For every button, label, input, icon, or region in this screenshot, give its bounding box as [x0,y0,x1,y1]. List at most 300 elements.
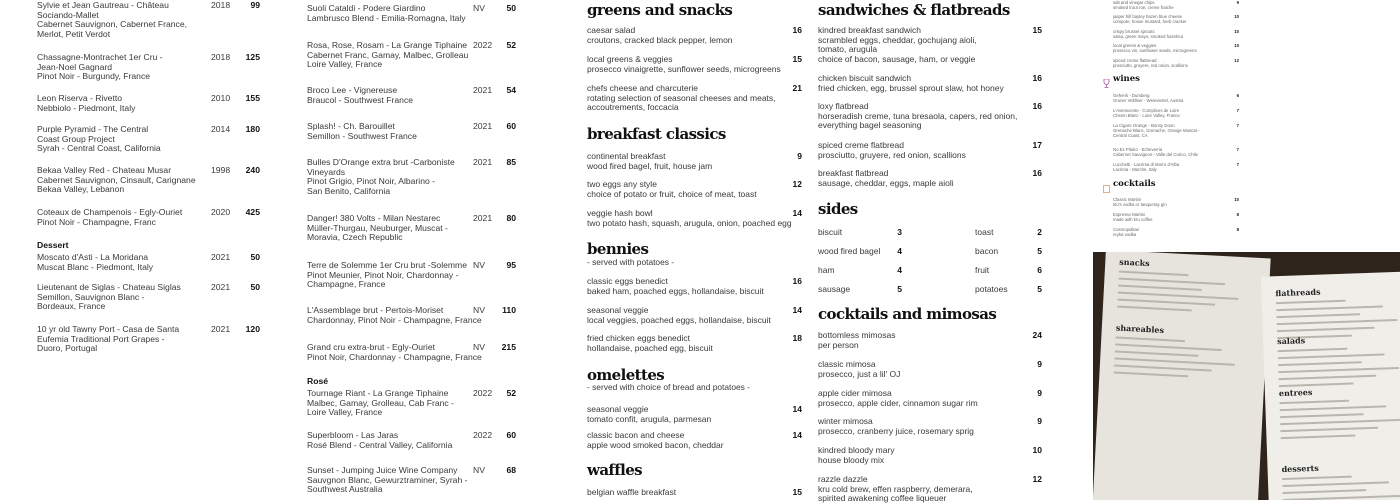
wine-name: Purple Pyramid - The Central [37,124,149,134]
wine-vintage: 2021 [473,121,493,131]
wine-entry [37,94,260,113]
wine-name: Splash! - Ch. Barouillet [307,121,395,131]
bar-menu-item-name: spiced creme flatbread [1113,58,1157,63]
bar-menu-item-description: Chenin Blanc - Loire Valley, France [1113,113,1180,118]
bar-menu-item-price: 10 [1234,29,1239,34]
menu-section-heading: sides [818,200,858,218]
bar-menu-page [1113,0,1239,252]
menu-section-heading: breakfast classics [587,125,726,143]
wine-entry [307,4,516,23]
menu-item-price: 14 [792,404,802,414]
wine-detail: Champagne, France [307,279,386,290]
bar-menu-item-price: 10 [1234,43,1239,48]
menu-item-price: 15 [792,54,802,64]
wine-detail: Nebbiolo - Piedmont, Italy [37,102,136,113]
wine-detail: Semillon - Southwest France [307,130,417,141]
menu-item-description: fried chicken, egg, brussel sprout slaw, hot honey [818,82,1004,93]
menu-item [818,475,1042,504]
wine-price: 215 [501,342,516,352]
bar-menu-item-price: 7 [1236,147,1239,152]
side-name: toast [975,227,994,237]
menu-item-name: chicken biscuit sandwich [818,73,912,83]
photo-menu-heading: flathreads [1275,286,1321,299]
photo-menu-blurred-line [1277,327,1375,332]
bar-menu-item [1113,197,1239,207]
wine-vintage: 2022 [473,40,493,50]
wine-vintage: NV [473,305,485,315]
menu-item-name: spiced creme flatbread [818,140,904,150]
menu-item-description: prosciutto, gruyere, red onion, scallions [818,149,966,160]
menu-item-price: 9 [1037,359,1042,369]
wine-price: 425 [245,207,260,217]
side-item [975,246,1042,256]
wine-detail: Coast Group Project [37,133,115,144]
menu-item-name: bottomless mimosas [818,330,896,340]
menu-item-description: prosecco, cranberry juice, rosemary sprig [818,425,974,436]
photo-menu-blurred-line [1115,350,1199,356]
menu-item [587,277,802,296]
wine-price: 95 [506,260,516,270]
bar-menu-item [1113,227,1239,237]
bar-menu-item-description: salsa, green mayo, smoked hazelnut [1113,34,1183,39]
photo-menu-blurred-line [1115,336,1185,342]
bar-menu-item-description: compote, house mustard, herb cracker [1113,19,1187,24]
menu-item-description: spirited awakening coffee liqueuer [818,493,947,504]
wine-detail: Pinot Noir, Chardonnay - Champagne, France [307,351,482,362]
menu-item [818,102,1042,131]
menu-item-price: 9 [1037,416,1042,426]
wine-detail: Pinot Noir - Burgundy, France [37,71,151,82]
menu-item-name: two eggs any style [587,179,657,189]
wine-entry [307,389,516,418]
photo-menu-blurred-line [1278,375,1376,380]
side-price: 5 [897,284,902,294]
menu-item-price: 17 [1032,140,1042,150]
menu-item-price: 16 [792,276,802,286]
bar-menu-item [1113,29,1239,39]
wine-name: L'Assemblage brut - Pertois-Moriset [307,305,444,315]
photo-menu-blurred-line [1280,434,1355,439]
wine-price: 80 [506,213,516,223]
wine-name: Rosa, Rose, Rosam - La Grange Tiphaine [307,40,468,50]
wine-vintage: NV [473,465,485,475]
menu-item [587,431,802,450]
photo-left-page [1093,252,1271,500]
bar-menu-item-description: reyka vodka [1113,232,1137,237]
bar-menu-item-name: local greens & veggies [1113,43,1157,48]
photo-menu-blurred-line [1118,278,1225,286]
wine-detail: Pinot Noir - Champagne, Franc [37,216,156,227]
photo-menu-blurred-line [1279,383,1354,388]
side-name: fruit [975,265,990,275]
wine-detail: Eufemia Traditional Port Grapes - [37,333,165,344]
menu-item-price: 14 [792,430,802,440]
wine-detail: Duoro, Portugal [37,343,98,354]
menu-item-price: 16 [792,25,802,35]
menu-section-heading: sandwiches & flatbreads [818,1,1010,19]
wine-entry [307,343,516,362]
wine-detail: Rosé Blend - Central Valley, California [307,439,453,450]
side-price: 5 [1037,284,1042,294]
menu-item [587,209,802,228]
wine-name: Sylvie et Jean Gautreau - Château [37,0,169,10]
wine-entry [37,125,260,154]
wine-name: Grand cru extra-brut - Egly-Ouriet [307,342,435,352]
menu-item-description: rotating selection of seasonal cheeses and meats, [587,92,776,103]
photo-menu-heading: snacks [1119,256,1150,269]
menu-item [818,169,1042,188]
menu-item-description: prosecco vinaigrette, sunflower seeds, microgreens [587,63,781,74]
menu-item-description: prosecco, just a lil' OJ [818,368,901,379]
menu-item [818,446,1042,465]
bar-menu-item [1113,58,1239,68]
bar-menu-item-price: 7 [1236,162,1239,167]
wine-price: 240 [245,165,260,175]
wine-detail: Muscat Blanc - Piedmont, Italy [37,261,154,272]
wine-price: 50 [250,252,260,262]
bar-menu-item [1113,14,1239,24]
wine-detail: Bordeaux, France [37,301,106,312]
wine-entry [37,253,260,272]
menu-item-name: razzle dazzle [818,474,868,484]
wine-name: Chassagne-Montrachet 1er Cru - [37,52,163,62]
menu-item-price: 18 [792,333,802,343]
photo-menu-blurred-line [1279,405,1386,411]
wine-detail: Malbec, Gamay, Grolleau, Cab Franc - [307,397,454,408]
wine-price: 50 [506,3,516,13]
wine-detail: Syrah - Central Coast, California [37,143,161,154]
bar-menu-item-description: smoked trout roe, creme fraiche [1113,5,1174,10]
menu-item [818,141,1042,160]
wine-entry [37,53,260,82]
wine-price: 85 [506,157,516,167]
wine-price: 52 [506,388,516,398]
menu-item-name: classic eggs benedict [587,276,668,286]
bar-menu-heading: cocktails [1113,179,1156,189]
bar-menu-item-description: Central Coast, CA [1113,133,1148,138]
wine-entry [37,1,260,39]
wine-name: Superbloom - Las Jaras [307,430,399,440]
bar-menu-item-name: Lucchetti - Lacrima di Morro d'Alba [1113,162,1180,167]
wine-glass-icon [1103,79,1110,87]
menu-item-description: choice of bacon, sausage, ham, or veggie [818,53,976,64]
side-price: 3 [897,227,902,237]
bar-menu-item-price: 7 [1236,123,1239,128]
photo-menu-blurred-line [1282,481,1389,487]
bar-menu-item [1113,0,1239,10]
bar-menu-item-name: Gehenk - Dumberg [1113,93,1150,98]
bar-menu-item [1113,108,1239,118]
menu-item-description: wood fired bagel, fruit, house jam [587,160,713,171]
wine-name: Broco Lee - Vignereuse [307,85,398,95]
side-name: biscuit [818,227,843,237]
photo-menu-blurred-line [1114,364,1212,371]
bar-menu-item-description: prosciutto, gruyere, red onion, scallions [1113,63,1188,68]
menu-item [818,417,1042,436]
bar-menu-item-name: Cosmopolitan [1113,227,1140,232]
menu-item [587,26,802,45]
wine-detail: Cabernet Franc, Gamay, Malbec, Grolleau [307,49,469,60]
wine-entry [307,86,516,105]
wine-name: Moscato d'Asti - La Moridana [37,252,149,262]
wine-entry [307,466,516,495]
wine-detail: Jean-Noel Gagnard [37,61,113,72]
side-name: sausage [818,284,851,294]
wine-detail: Semillon, Sauvignon Blanc - [37,291,145,302]
menu-item-name: classic mimosa [818,359,876,369]
side-item [818,246,902,256]
bar-menu-item-price: 10 [1234,14,1239,19]
wine-detail: Müller-Thurgau, Neuburger, Muscat - [307,222,448,233]
wine-detail: Cabernet Sauvignon, Cabernet France, [37,19,188,30]
menu-item [587,334,802,353]
bar-menu-item-price: 12 [1234,58,1239,63]
menu-section-note: - served with choice of bread and potatoes - [587,382,750,392]
photo-menu-blurred-line [1280,427,1378,432]
bar-menu-item-description: Cabernet Sauvignon - Valle del Curico, Chile [1113,152,1198,157]
wine-entry [307,261,516,290]
menu-item-name: seasonal veggie [587,404,649,414]
wine-name: 10 yr old Tawny Port - Casa de Santa [37,324,180,334]
side-name: potatoes [975,284,1008,294]
menu-item [587,84,802,113]
menu-item [587,55,802,74]
wine-detail: Loire Valley, France [307,407,383,418]
menu-item-description: horseradish creme, tuna bresaola, capers, red onion, [818,110,1018,121]
menu-item-name: chefs cheese and charcuterie [587,83,699,93]
bar-menu-item-description: made with kru coffee [1113,217,1153,222]
menu-section-heading: cocktails and mimosas [818,305,997,323]
photo-menu-blurred-line [1276,313,1360,318]
wine-vintage: NV [473,342,485,352]
side-item [818,227,902,237]
photo-menu-blurred-line [1283,495,1400,500]
menu-item-description: tomato confit, arugula, parmesan [587,413,712,424]
wine-vintage: NV [473,3,485,13]
wine-name: Coteaux de Champenois - Egly-Ouriet [37,207,183,217]
wine-section-label: Dessert [37,240,69,250]
wine-detail: Southwest Australia [307,484,383,495]
menu-item-description: two potato hash, squash, arugula, onion, poached egg [587,217,792,228]
side-price: 4 [897,265,902,275]
menu-item [818,331,1042,350]
photo-menu-blurred-line [1282,489,1366,494]
wine-price: 60 [506,121,516,131]
wine-vintage: 2022 [473,388,493,398]
bar-menu-item [1113,43,1239,53]
wine-name: Sunset - Jumping Juice Wine Company [307,465,458,475]
wine-entry [37,325,260,354]
bar-menu-heading: wines [1113,74,1140,84]
wine-price: 68 [506,465,516,475]
photo-right-page [1261,271,1400,500]
photo-menu-blurred-line [1119,271,1189,277]
wine-vintage: 2021 [211,324,231,334]
wine-detail: Pinot Grigio, Pinot Noir, Albarino - [307,176,436,187]
wine-vintage: 2021 [211,282,231,292]
wine-entry [37,166,260,195]
side-name: wood fired bagel [818,246,881,256]
menu-column-sandwiches-sides-cocktails [818,0,1042,504]
bar-menu-item-name: salt and vinegar chips [1113,0,1155,5]
photo-menu-blurred-line [1276,305,1383,311]
wine-name: Danger! 380 Volts - Milan Nestarec [307,213,441,223]
menu-section-heading: bennies [587,240,649,258]
wine-name: Leon Riserva - Rivetto [37,93,123,103]
menu-item-price: 9 [797,151,802,161]
wine-detail: Chardonnay, Pinot Noir - Champagne, France [307,314,482,325]
wine-detail: Loire Valley, France [307,59,383,70]
side-price: 5 [1037,246,1042,256]
menu-item-name: winter mimosa [818,416,873,426]
menu-item-name: kindred breakfast sandwich [818,25,922,35]
wine-entry [307,122,516,141]
menu-item-name: local greens & veggies [587,54,673,64]
menu-item [818,360,1042,379]
menu-item [587,180,802,199]
bar-menu-item [1113,123,1239,138]
wine-list-column-2 [307,0,516,500]
side-item [975,227,1042,237]
bar-menu-item-name: La Cigare Orange - Bonny Doon [1113,123,1175,128]
side-price: 4 [897,246,902,256]
photo-menu-blurred-line [1276,300,1346,304]
menu-section-heading: greens and snacks [587,1,733,19]
menu-item-description: apple wood smoked bacon, cheddar [587,439,724,450]
side-name: bacon [975,246,999,256]
photo-menu-heading: shareables [1115,322,1165,336]
side-price: 6 [1037,265,1042,275]
menu-photo [1093,252,1400,500]
wine-vintage: 2022 [473,430,493,440]
menu-item-price: 9 [1037,388,1042,398]
menu-item-name: seasonal veggie [587,305,649,315]
bar-menu-item [1113,147,1239,157]
menu-item-price: 24 [1032,330,1042,340]
menu-item-description: house bloody mix [818,454,885,465]
menu-item [818,389,1042,408]
menu-item-price: 15 [792,487,802,497]
photo-menu-blurred-line [1278,361,1362,366]
photo-menu-blurred-line [1117,306,1192,312]
side-item [818,284,902,294]
menu-item-description: accoutrements, foccacia [587,102,679,113]
bar-menu-item-description: prosecco vin, sunflower seeds, microgreens [1113,48,1197,53]
bar-menu-item-price: 8 [1236,212,1239,217]
menu-item-price: 12 [792,179,802,189]
photo-menu-blurred-line [1278,353,1385,359]
wine-vintage: 2010 [211,93,231,103]
menu-item-price: 15 [1032,25,1042,35]
bar-menu-item-name: Espresso Martini [1113,212,1145,217]
wine-entry [307,431,516,450]
photo-menu-blurred-line [1279,400,1349,404]
menu-item-price: 14 [792,208,802,218]
wine-detail: Pinot Meunier, Pinot Noir, Chardonnay - [307,269,459,280]
menu-item-price: 16 [1032,73,1042,83]
wine-price: 110 [502,305,516,315]
menu-item-name: classic bacon and cheese [587,430,685,440]
wine-vintage: 2021 [211,252,231,262]
wine-detail: Vineyards [307,166,346,177]
wine-price: 52 [506,40,516,50]
menu-item-name: fried chicken eggs benedict [587,333,691,343]
wine-price: 99 [250,0,260,10]
wine-vintage: 2018 [211,0,231,10]
menu-item-name: breakfast flatbread [818,168,889,178]
menu-item-description: choice of potato or fruit, choice of meat, toast [587,188,757,199]
side-item [975,265,1042,275]
wine-entry [307,41,516,70]
menu-item [587,405,802,424]
wine-entry [307,306,516,325]
photo-menu-blurred-line [1115,343,1222,351]
menu-item-description: kru cold brew, effen raspberry, demerara, [818,483,973,494]
photo-menu-blurred-line [1282,476,1352,480]
photo-menu-blurred-line [1278,367,1399,373]
menu-item [818,26,1042,64]
wine-entry [37,283,260,312]
wine-price: 50 [250,282,260,292]
wine-detail: Sociando-Mallet [37,9,99,20]
wine-detail: Merlot, Petit Verdot [37,28,111,39]
menu-item-name: continental breakfast [587,151,666,161]
wine-detail: Lambrusco Blend - Emilia-Romagna, Italy [307,12,466,23]
wine-entry [307,214,516,243]
wine-price: 54 [506,85,516,95]
menu-item-description: local veggies, poached eggs, hollandaise, biscuit [587,314,771,325]
menu-item-description: croutons, cracked black pepper, lemon [587,34,733,45]
wine-price: 155 [245,93,260,103]
photo-menu-heading: desserts [1281,462,1319,475]
photo-menu-blurred-line [1277,348,1347,352]
wine-vintage: 1998 [211,165,231,175]
wine-entry [37,208,260,227]
wine-entry [307,158,516,196]
menu-section-heading: omelettes [587,366,665,384]
photo-menu-blurred-line [1280,413,1364,418]
wine-vintage: 2021 [473,213,493,223]
wine-price: 180 [245,124,260,134]
bar-menu-item-description: Gruner Veltliner - Weinviertel, Austria [1113,98,1184,103]
menu-item-description: scrambled eggs, cheddar, gochujang aioli, [818,34,977,45]
menu-item-price: 21 [792,83,802,93]
menu-item-name: loxy flatbread [818,101,869,111]
wine-section-label: Rosé [307,376,329,386]
wine-name: Suoli Cataldi - Podere Giardino [307,3,426,13]
wine-price: 120 [245,324,260,334]
wine-list-column-1 [37,0,260,500]
bar-menu-item-name: No Es Pituko - Echeverria [1113,147,1163,152]
wine-vintage: NV [473,260,485,270]
menu-item-name: belgian waffle breakfast [587,487,677,497]
wine-price: 60 [506,430,516,440]
wine-vintage: 2018 [211,52,231,62]
wine-detail: Bekaa Valley, Lebanon [37,184,125,195]
menu-item-description: sausage, cheddar, eggs, maple aioli [818,177,954,188]
menu-item-description: baked ham, poached eggs, hollandaise, biscuit [587,285,764,296]
menu-item-description: hollandaise, poached egg, biscuit [587,342,713,353]
wine-detail: Cabernet Sauvignon, Cinsault, Carignane [37,174,196,185]
menu-item [818,74,1042,93]
cocktail-glass-icon [1103,184,1110,192]
bar-menu-item-price: 7 [1236,108,1239,113]
menu-item-price: 14 [792,305,802,315]
bar-menu-item-price: 6 [1236,93,1239,98]
photo-menu-heading: salads [1276,335,1306,347]
side-name: ham [818,265,835,275]
photo-menu-blurred-line [1276,319,1397,325]
